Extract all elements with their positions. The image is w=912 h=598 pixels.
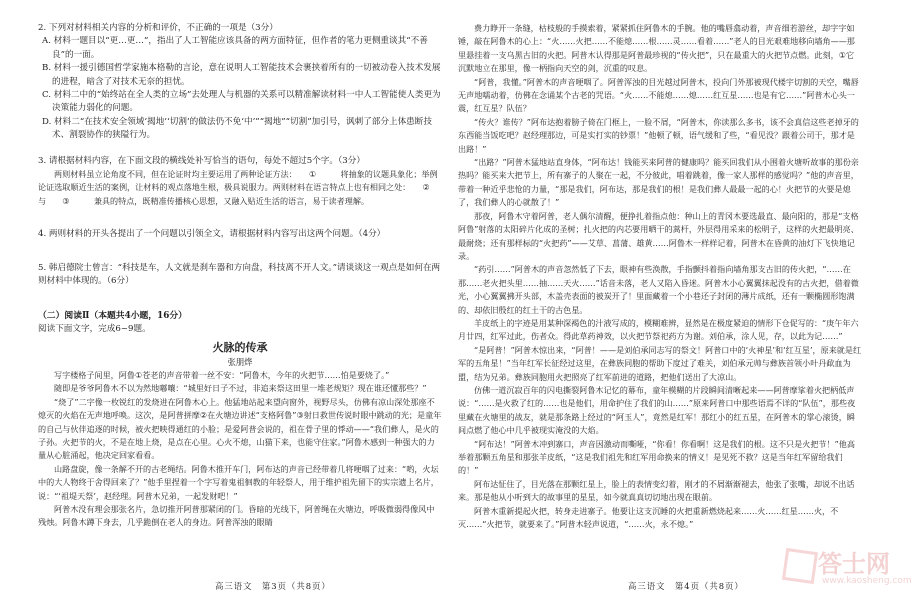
story-paragraph: 随即是爷爷阿鲁木不以为然地嘟嚷：“城里好日子不过，非追来祭这田里一堆老规矩？现在谁还懂那些？” xyxy=(54,383,427,394)
spacer xyxy=(38,143,442,155)
question-3-paragraph: 两则材料虽立论角度不同，但在论证时均主要运用了两种论证方法： ① 将抽象的议题具象化；举例论证选取顺近生活的案例，让材料的观点落地生根，极具说服力。两则材料在语言特点上也有相同之处： ② 与 ③ 兼具的特点，既精准传播核心思想，又融入贴近生活的语言，易于读者理解。 xyxy=(38,169,455,206)
story-paragraph: “出路？”阿普木猛地站直身体，“阿布达！钱能买来阿普的健康吗？能买回我们从小围着火塘听故事的那份亲热吗？能买来大把节上，所有寨子的人聚在一起，不分彼此，唱着跳着，像一家人那样的感觉吗？”他的声音里，带着一种近乎悲怆的力量，“那是我们，阿布达，那是我们的根！是我们彝人最最一起的心！火把节的火要是熄了，我们彝人的心就散了！” xyxy=(458,157,859,208)
question-2-option-b: B. 材料一援引德国哲学家施本格勒的言论，意在说明人工智能技术会裹挟着所有的一切被动卷入技术发展的进程，暗含了对技术无奈的担忧。 xyxy=(42,63,441,87)
story-paragraph: “是阿普！”阿普木惊出来，“阿普！——是刘伯承同志写的祭文！阿普口中的‘火神星’和‘红互星’，原来就是红军的五角星！”当年红军长征经过这里，在彝族同胞的帮助下度过了难关，刘伯承元帅与彝族首领小叶丹歃血为盟，结为兄弟。彝族同胞用火把照亮了红军前进的道路，把他们送出了大凉山。 xyxy=(458,344,862,382)
page-footer-right: 高三语文 第4页（共8页） xyxy=(628,581,744,591)
story-author: 张朋烨 xyxy=(227,356,253,367)
story-paragraph: 阿普木重新提起火把，转身走进寨子。他要让这支沉睡的火把重新燃烧起来……火……红星……火，不灭……“火把节，就要来了。”阿普木轻声说道，“……火，永不熄。” xyxy=(458,505,839,530)
story-paragraph: “传火？谁传？”阿布达抱着膀子倚在门框上，一脸不屑，“阿普木，你读那么多书，该不会真信这些老掉牙的东西能当饭吃吧？赵经理那边，可是实打实的钞票！”他顿了顿，语气缓和了些，“看见没？跟着公司干，那才是出路！” xyxy=(458,116,859,154)
watermark-logo xyxy=(782,544,912,592)
watermark-square-icon xyxy=(782,548,818,584)
right-page xyxy=(458,22,862,582)
question-2-option-d: D. 材料二“在技术安全领域‘揭地’‘切割’的做法仍不免‘中’”“揭地”“切割”加引号，讽刺了部分上体患断技术、割裂协作的狭隘行为。 xyxy=(42,116,432,141)
question-4-stem: 4. 两则材料的开头各提出了一个问题以引领全文，请根据材料内容写出这两个问题。（4分） xyxy=(38,229,386,240)
left-page xyxy=(38,22,455,582)
story-paragraph: 那夜，阿鲁木守着阿普，老人偶尔清醒，便挣扎着指点他：种山上的青冈木要选最直、最向阳的，那是“支格阿鲁”射落的太阳碎片化成的圣树；扎火把的内芯要用晒干的蒿杆，外层得用采来的松明子，这样的火把最明亮、最耐烧；还有那样标的“火把药”——艾草、菖蒲、雄黄……阿鲁木一样样记着，阿普木在昏黄的油灯下飞快地记录。 xyxy=(458,210,859,261)
question-3-stem: 3. 请根据材料内容，在下面文段的横线处补写恰当的语句，每处不超过5个字。（3分） xyxy=(38,155,365,166)
watermark-text: 答士网 xyxy=(818,550,890,578)
watermark-url: www.kaosheng.com xyxy=(822,576,912,586)
story-paragraph: 羊皮纸上的字迹是用某种深褐色的汁液写成的，模糊难辨，显然是在极度紧迫的情形下仓促写的：“庚午年六月廿四，红军过此，伤者众。得此草药神效，以火把节祭祀药方为谢。刘伯承，涂人见，存，以此为记……” xyxy=(458,317,859,342)
page-footer-left: 高三语文 第3页（共8页） xyxy=(215,581,331,591)
story-paragraph: 费力睁开一条缝，枯枝般的手摸索着，紧紧抓住阿鲁木的手腕。他的嘴唇翕动着，声音细若游丝，却字字如锤，敲在阿鲁木的心上：“火……火把……不能熄……根……灵……看着……”老人的目光艰难地移向墙角——那里悬挂着一支乌黑古旧的火把。阿普木认得那是阿普最珍视的“传火把”，只在最重大的火把节点燃。此刻，①它沉默地立在那里，像一柄指向天空的剑，沉重的叹息。 xyxy=(458,23,855,74)
story-title: 火脉的传承 xyxy=(212,340,268,354)
story-paragraph: 山路盘旋，像一条解不开的古老绳结。阿鲁木推开车门，阿布达的声音已经带着几将哽咽了过来：“哟，火坛中的大人物终于舍得回来了？”他手里捏着一个字写着鬼祖徊教的年轻祭人，用于维护祖先留下的实宗遗上名片，说：“‘祖堤天祭’，赵经理。阿普木兄弟，一起发财吧！” xyxy=(38,463,439,501)
story-paragraph: 阿普木没有理会那张名片，急切推开阿普那紧闭的门。昏暗的光线下，阿普绳在火塘边，呼吸微弱得像风中残烛。阿鲁木蹲下身去，几乎跪倒在老人的身边。阿普浑浊的眼睛 xyxy=(38,503,435,528)
story-paragraph: 阿布达怔住了，目光落在那颗红星上，脸上的表情变幻着，刚才的不屑渐渐褪去，他张了张嘴，却说不出话来。那是他从小听到大的故事里的星星，如今就真真切切地出现在眼前。 xyxy=(458,478,855,503)
story-paragraph: “烧了”二字像一枚锐红的发烧进在阿鲁木心上。他猛地站起来望向窗外，视野尽头，仿佛有凉山深处那座不熄灭的火焰在无声地呼唤。这次，是阿普拼摩②在火塘边讲述“支格阿鲁”③射日救世传说时眼中跳动的光；是童年的自己与伙伴追逐的时候，被火把映得通红的小脸；是爱阿普会说的，祖在骨子里的悸动——“我们彝人，是火的子孙。火把节的火，不是在地上烧，是点在心里。心火不熄，山猫下来，也能守住家。”阿鲁木感到一种强大的力量从心脏涌起，他决定回家看看。 xyxy=(38,396,442,461)
spacer xyxy=(38,208,442,228)
section-heading: （二）阅读Ⅱ（本题共4小题，16分） xyxy=(38,310,187,321)
story-paragraph: 仿佛一道沉寂百年的闪电撕裂阿鲁木记忆的幕布，童年模糊的片段瞬间清晰起来——阿普摩挲着火把柄低声说：“……是火救了红的……也是他们，用命护住了我们的山……”原来阿普口中那些语焉不详的“队伍”，那些夜里藏在火塘里的战友，就是那条路上经过的“阿玉人”，竟然是红军！那红小的红五星，在阿普木的掌心滚烫，瞬间点燃了他心中几乎被现实淹没的大焰。 xyxy=(458,384,856,436)
story-paragraph: “阿布达！”阿普木冲到寨口，声音因激动而嘶哑，“你看！你看啊！这是我们的根。这不只是火把节！”他高举着那颗五角星和那张羊皮纸，“这是我们祖先和红军用命换来的情义！是见死不救？这是当年红军留给我们的！” xyxy=(458,438,855,476)
spacer xyxy=(38,289,442,309)
story-paragraph: 写字楼格子间里，阿鲁①苍老的声音带着一丝不安：“阿鲁木，今年的火把节……怕是要烧了。” xyxy=(54,369,390,380)
question-5-stem: 5. 韩启德院士曾言：“科技是车，人文就是刹车器和方向盘，科技离不开人文。”请谈谈这一观点是如何在两则材料中体现的。（6分） xyxy=(38,262,441,287)
story-paragraph: “阿普，我懂。”阿普木的声音哽咽了。阿普浑浊的目光越过阿普木，投向门外那被现代楼宇切割的天空，嘴唇无声地嚅动着，仿佛在念诵某个古老的咒语。“火……不能熄……熄……红互星……也是有它……”阿普木心头一震，红互星？队伍？ xyxy=(458,76,859,114)
question-2-stem: 2. 下列对材料相关内容的分析和评价，不正确的一项是（3分） xyxy=(38,23,278,33)
spacer xyxy=(38,242,442,262)
story-paragraph: “药引……”阿普木的声音忽然低了下去，眼神有些涣散，手指颤抖着指向墙角那支古旧的传火把，“……在那……老火把头里……抽……天火……”话音未落，老人又陷入昏迷。阿普木小心翼翼抹起没有的古火把，借着微光，小心翼翼拂开头部，木盖壳表面的被炭开了！里面藏着一个小巷还子封闭的薄片成纸，还有一颗椭圆形饱满的、却依旧殷红的红土干的古色星。 xyxy=(458,264,859,315)
question-2-option-c: C. 材料二中的“始终站在全人类的立场”去处理人与机器的关系可以精准解读材料一中人工智能使人类更为决策能力弱化的问题。 xyxy=(42,90,441,114)
section-instruction: 阅读下面文字，完成6~9题。 xyxy=(38,323,151,334)
question-2-option-a: A. 材料一题目以“更…更…”，指出了人工智能应该具备的两方面特征，但作者的笔力更侧重谈其“不善良”的一面。 xyxy=(42,36,428,60)
